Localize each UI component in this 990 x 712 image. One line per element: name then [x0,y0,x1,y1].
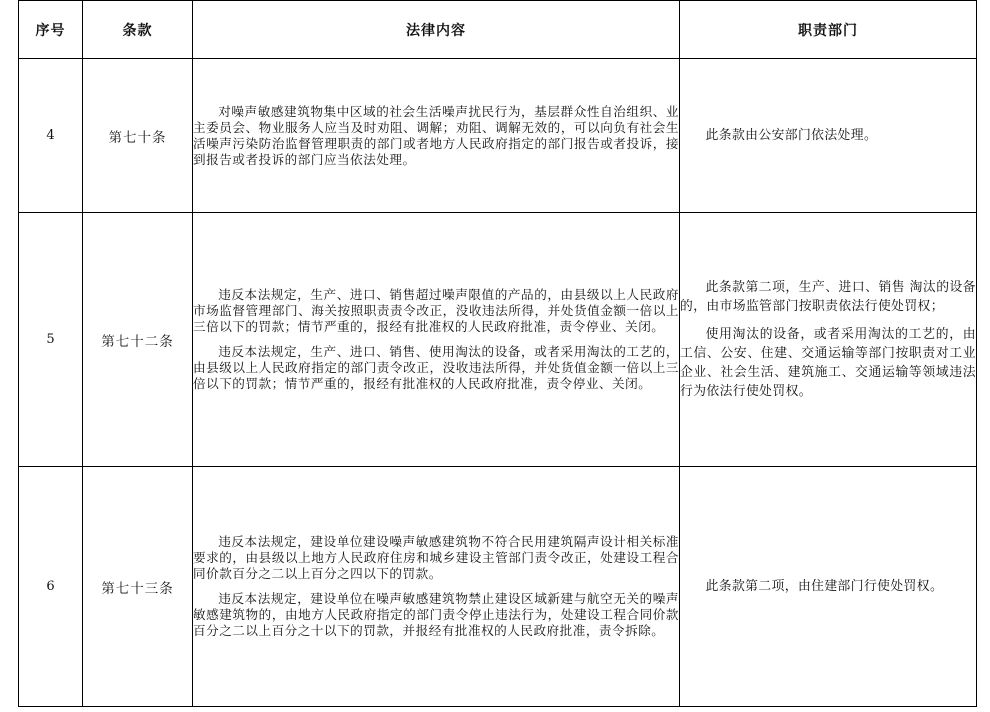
law-content-cell [193,59,680,213]
header-no: 序号 [19,1,83,59]
department-paragraph: 此条款第二项，由住建部门行使处罚权。 [705,579,944,594]
table-header-row [19,1,977,59]
article-number: 第七十二条 [83,213,193,467]
header-law-content: 法律内容 [193,1,680,59]
department-cell [680,59,977,213]
row-number: 4 [19,59,83,213]
table-row [19,213,977,467]
article-number: 第七十三条 [83,467,193,707]
table-row [19,467,977,707]
department-paragraph: 此条款由公安部门依法处理。 [705,128,878,143]
law-responsibility-table [18,0,977,707]
law-content-cell [193,467,680,707]
header-department: 职责部门 [680,1,977,59]
law-paragraph: 违反本法规定，建设单位在噪声敏感建筑物禁止建设区域新建与航空无关的噪声敏感建筑物的，由地方人民政府指定的部门责令停止违法行为，处建设工程合同价款百分之二以上百分之十以下的罚款，并报经有批准权的人民政府批准，责令拆除。 [193,591,679,638]
law-paragraph: 违反本法规定，生产、进口、销售超过噪声限值的产品的，由县级以上人民政府市场监督管理部门、海关按照职责责令改正，没收违法所得，并处货值金额一倍以上三倍以下的罚款；情节严重的，报经有批准权的人民政府批准，责令停业、关闭。 [193,287,679,334]
department-cell [680,467,977,707]
row-number: 5 [19,213,83,467]
law-paragraph: 对噪声敏感建筑物集中区域的社会生活噪声扰民行为，基层群众性自治组织、业主委员会、物业服务人应当及时劝阻、调解；劝阻、调解无效的，可以向负有社会生活噪声污染防治监督管理职责的部门或者地方人民政府指定的部门报告或者投诉，接到报告或者投诉的部门应当依法处理。 [193,103,679,167]
department-paragraph: 使用淘汰的设备，或者采用淘汰的工艺的，由工信、公安、住建、交通运输等部门按职责对工业企业、社会生活、建筑施工、交通运输等领域违法行为依法行使处罚权。 [680,327,976,399]
law-paragraph: 违反本法规定，建设单位建设噪声敏感建筑物不符合民用建筑隔声设计相关标准要求的，由县级以上地方人民政府住房和城乡建设主管部门责令改正，处建设工程合同价款百分之二以上百分之四以下的罚款。 [193,534,679,581]
law-content-cell [193,213,680,467]
header-article: 条款 [83,1,193,59]
department-cell [680,213,977,467]
law-paragraph: 违反本法规定，生产、进口、销售、使用淘汰的设备，或者采用淘汰的工艺的，由县级以上人民政府指定的部门责令改正，没收违法所得，并处货值金额一倍以上三倍以下的罚款；情节严重的，报经有批准权的人民政府批准，责令停业、关闭。 [193,344,679,391]
table-row [19,59,977,213]
row-number: 6 [19,467,83,707]
department-paragraph: 此条款第二项，生产、进口、销售 淘汰的设备的，由市场监管部门按职责依法行使处罚权； [680,280,976,314]
article-number: 第七十条 [83,59,193,213]
